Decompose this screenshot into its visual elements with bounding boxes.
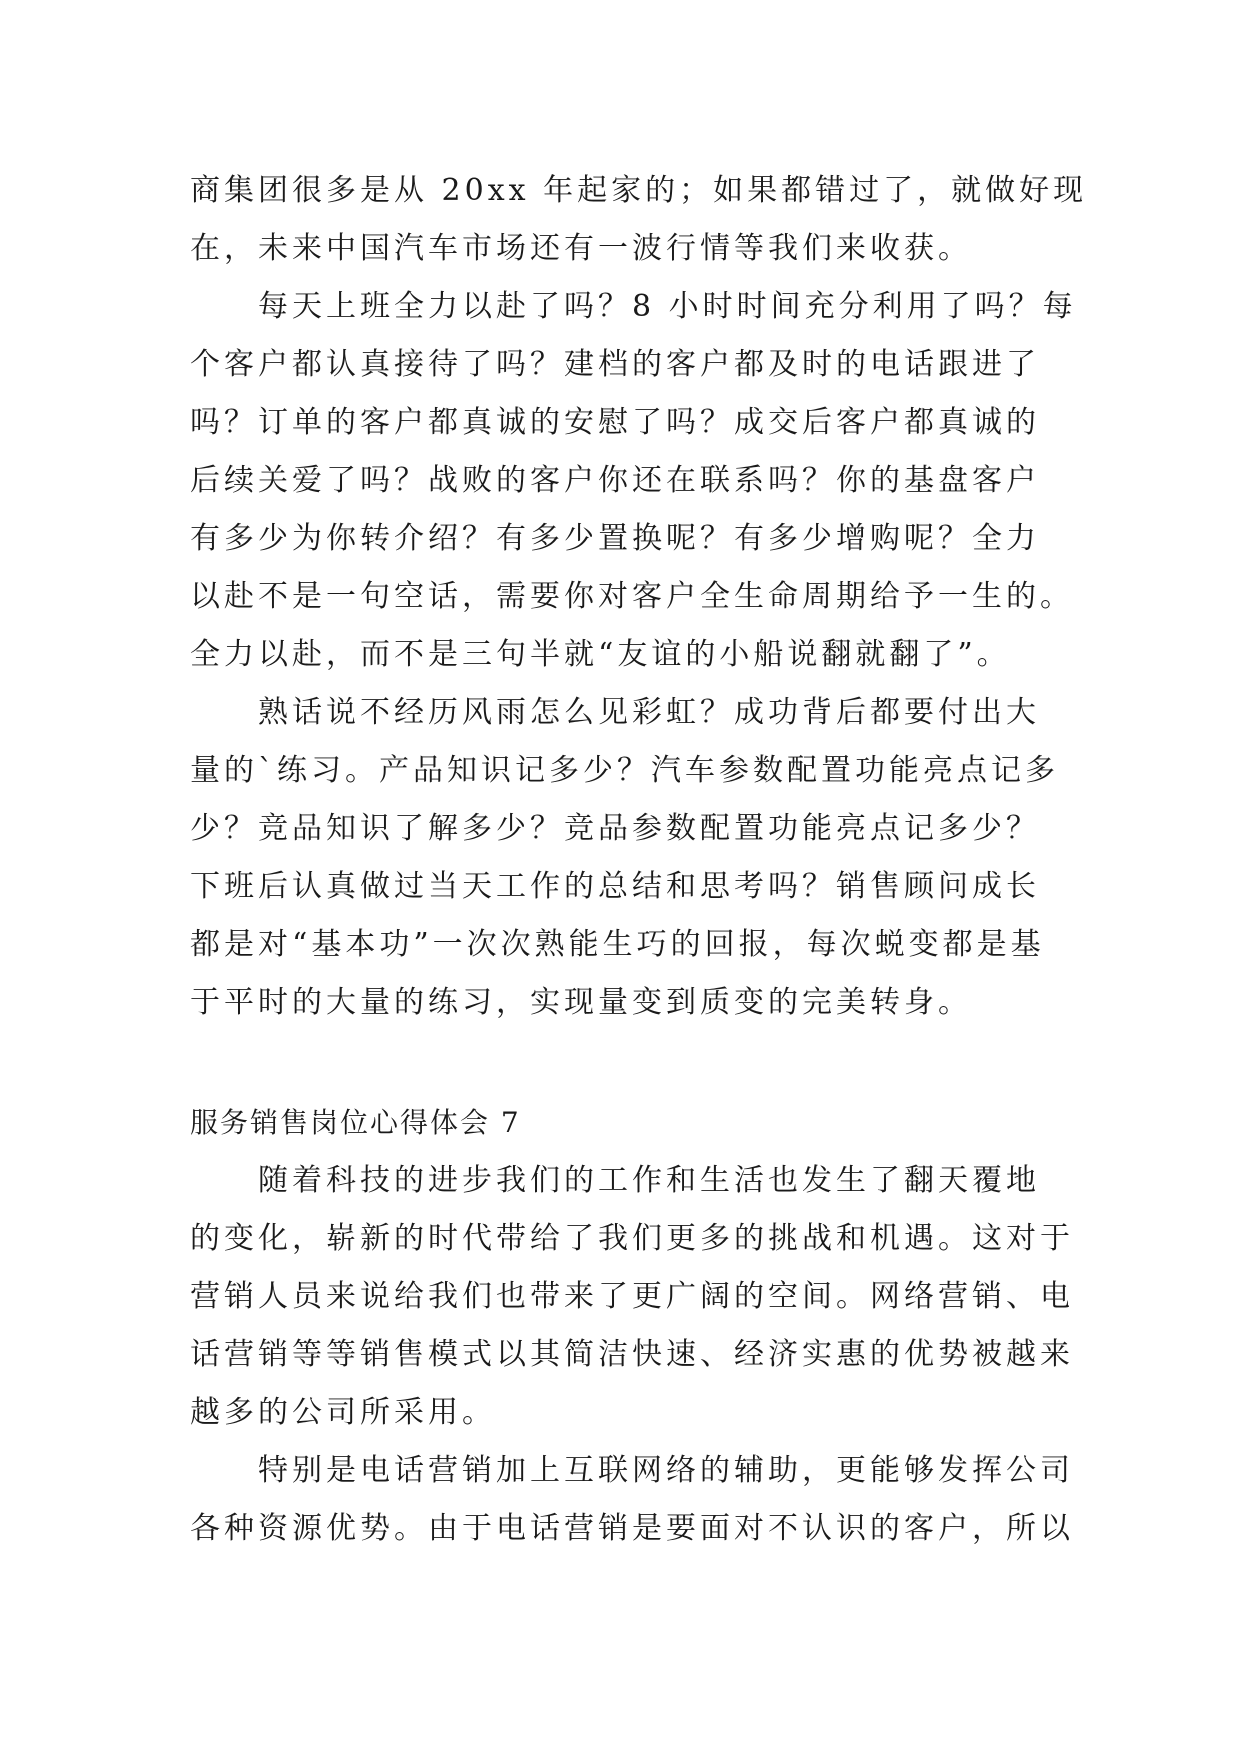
text-line: 话营销等等销售模式以其简洁快速、经济实惠的优势被越来 bbox=[190, 1337, 1074, 1372]
document-body bbox=[190, 162, 1088, 1558]
text-line: 每天上班全力以赴了吗？8 小时时间充分利用了吗？每 bbox=[258, 289, 1077, 324]
text-line: 全力以赴，而不是三句半就“友谊的小船说翻就翻了”。 bbox=[190, 637, 1011, 672]
paragraph-2 bbox=[190, 278, 1077, 684]
text-line: 下班后认真做过当天工作的总结和思考吗？销售顾问成长 bbox=[190, 869, 1040, 904]
text-line: 越多的公司所采用。 bbox=[190, 1395, 496, 1430]
text-line: 各种资源优势。由于电话营销是要面对不认识的客户，所以 bbox=[190, 1511, 1074, 1546]
text-line: 个客户都认真接待了吗？建档的客户都及时的电话跟进了 bbox=[190, 347, 1040, 382]
paragraph-4 bbox=[190, 1152, 1074, 1442]
text-line: 都是对“基本功”一次次熟能生巧的回报，每次蜕变都是基 bbox=[190, 927, 1045, 962]
text-line: 特别是电话营销加上互联网络的辅助，更能够发挥公司 bbox=[258, 1453, 1074, 1488]
section-heading: 服务销售岗位心得体会 7 bbox=[190, 1106, 521, 1139]
section-gap bbox=[190, 1032, 1070, 1094]
paragraph-1 bbox=[190, 162, 1088, 278]
text-line: 少？竞品知识了解多少？竞品参数配置功能亮点记多少？ bbox=[190, 811, 1040, 846]
paragraph-5 bbox=[190, 1442, 1074, 1558]
text-line: 后续关爱了吗？战败的客户你还在联系吗？你的基盘客户 bbox=[190, 463, 1040, 498]
text-line: 在，未来中国汽车市场还有一波行情等我们来收获。 bbox=[190, 231, 972, 266]
text-line: 的变化，崭新的时代带给了我们更多的挑战和机遇。这对于 bbox=[190, 1221, 1074, 1256]
text-line: 熟话说不经历风雨怎么见彩虹？成功背后都要付出大 bbox=[258, 695, 1040, 730]
text-line: 量的`练习。产品知识记多少？汽车参数配置功能亮点记多 bbox=[190, 753, 1059, 788]
text-line: 以赴不是一句空话，需要你对客户全生命周期给予一生的。 bbox=[190, 579, 1074, 614]
text-line: 营销人员来说给我们也带来了更广阔的空间。网络营销、电 bbox=[190, 1279, 1074, 1314]
text-line: 于平时的大量的练习，实现量变到质变的完美转身。 bbox=[190, 985, 972, 1020]
paragraph-3 bbox=[190, 684, 1070, 1032]
text-line: 随着科技的进步我们的工作和生活也发生了翻天覆地 bbox=[258, 1163, 1040, 1198]
text-line: 商集团很多是从 20xx 年起家的；如果都错过了，就做好现 bbox=[190, 173, 1088, 208]
text-line: 吗？订单的客户都真诚的安慰了吗？成交后客户都真诚的 bbox=[190, 405, 1040, 440]
text-line: 有多少为你转介绍？有多少置换呢？有多少增购呢？全力 bbox=[190, 521, 1040, 556]
